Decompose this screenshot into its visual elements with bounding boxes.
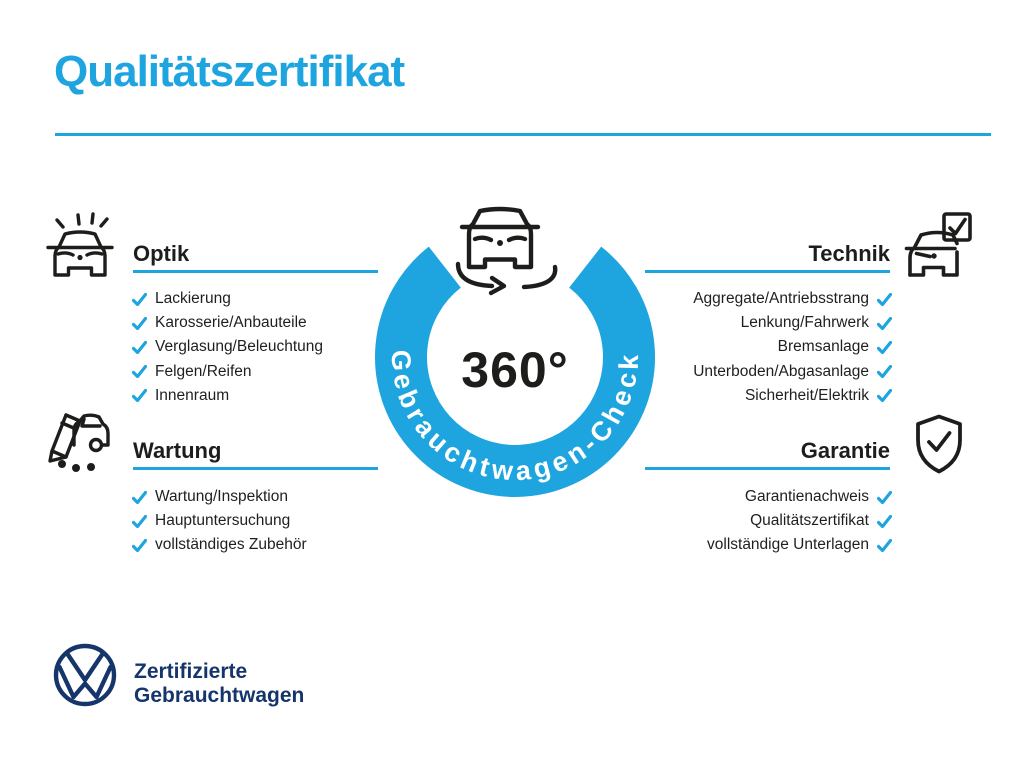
check-icon <box>132 293 147 306</box>
shiny-car-icon <box>45 209 115 279</box>
footer-brand-line2: Gebrauchtwagen <box>134 684 305 707</box>
wartung-underline <box>133 467 378 470</box>
section-heading-technik: Technik <box>808 241 890 266</box>
rotating-car-icon <box>458 209 555 293</box>
checklist-item-label: Qualitätszertifikat <box>750 512 869 530</box>
checklist-item-label: Sicherheit/Elektrik <box>744 386 869 404</box>
checklist-item-label: Aggregate/Antriebsstrang <box>693 290 869 308</box>
checklist-item-label: Lenkung/Fahrwerk <box>740 314 869 332</box>
check-icon <box>877 515 892 528</box>
section-heading-optik: Optik <box>133 241 190 266</box>
title-divider <box>55 133 991 136</box>
check-icon <box>132 389 147 402</box>
checklist-item <box>132 360 323 384</box>
check-icon <box>877 317 892 330</box>
checklist-item <box>132 311 323 335</box>
shield-check-icon <box>915 414 963 474</box>
checklist-item <box>132 485 307 509</box>
checklist-item-label: Unterboden/Abgasanlage <box>693 362 869 380</box>
checklist-item <box>592 533 892 557</box>
optik-checklist <box>132 287 323 408</box>
check-icon <box>877 365 892 378</box>
section-heading-garantie: Garantie <box>800 438 890 463</box>
check-icon <box>877 389 892 402</box>
checklist-item-label: Innenraum <box>155 386 230 404</box>
checklist-item-label: vollständiges Zubehör <box>155 536 307 554</box>
check-icon <box>132 341 147 354</box>
checklist-item <box>132 509 307 533</box>
check-icon <box>132 539 147 552</box>
badge-ring-label: Gebrauchtwagen-Check <box>385 349 645 487</box>
checklist-item-label: Karosserie/Anbauteile <box>155 314 307 332</box>
car-checklist-icon <box>903 212 973 280</box>
checklist-item-label: Felgen/Reifen <box>155 362 252 380</box>
section-heading-wartung: Wartung <box>133 438 222 463</box>
checklist-item-label: Verglasung/Beleuchtung <box>155 338 324 356</box>
checklist-item-label: Garantienachweis <box>744 488 869 506</box>
check-icon <box>877 491 892 504</box>
checklist-item <box>132 335 323 359</box>
check-icon <box>132 491 147 504</box>
optik-underline <box>133 270 378 273</box>
checklist-item-label: Bremsanlage <box>777 338 869 356</box>
checklist-item <box>132 287 323 311</box>
check-icon <box>132 365 147 378</box>
checklist-item-label: Lackierung <box>155 290 231 308</box>
checklist-item-label: vollständige Unterlagen <box>707 536 869 554</box>
checklist-item-label: Wartung/Inspektion <box>155 488 288 506</box>
wartung-checklist <box>132 485 307 558</box>
check-icon <box>877 293 892 306</box>
check-icon <box>132 317 147 330</box>
vw-logo <box>52 642 118 708</box>
page-title: Qualitätszertifikat <box>54 47 405 96</box>
check-icon <box>877 341 892 354</box>
service-pencil-van-icon <box>44 411 114 475</box>
check-icon <box>877 539 892 552</box>
footer-brand-line1: Zertifizierte <box>134 660 248 683</box>
360-check-badge <box>358 186 672 520</box>
check-icon <box>132 515 147 528</box>
badge-center-value: 360° <box>461 342 569 398</box>
garantie-underline <box>645 467 890 470</box>
checklist-item <box>132 533 307 557</box>
checklist-item-label: Hauptuntersuchung <box>155 512 291 530</box>
technik-underline <box>645 270 890 273</box>
checklist-item <box>132 384 323 408</box>
